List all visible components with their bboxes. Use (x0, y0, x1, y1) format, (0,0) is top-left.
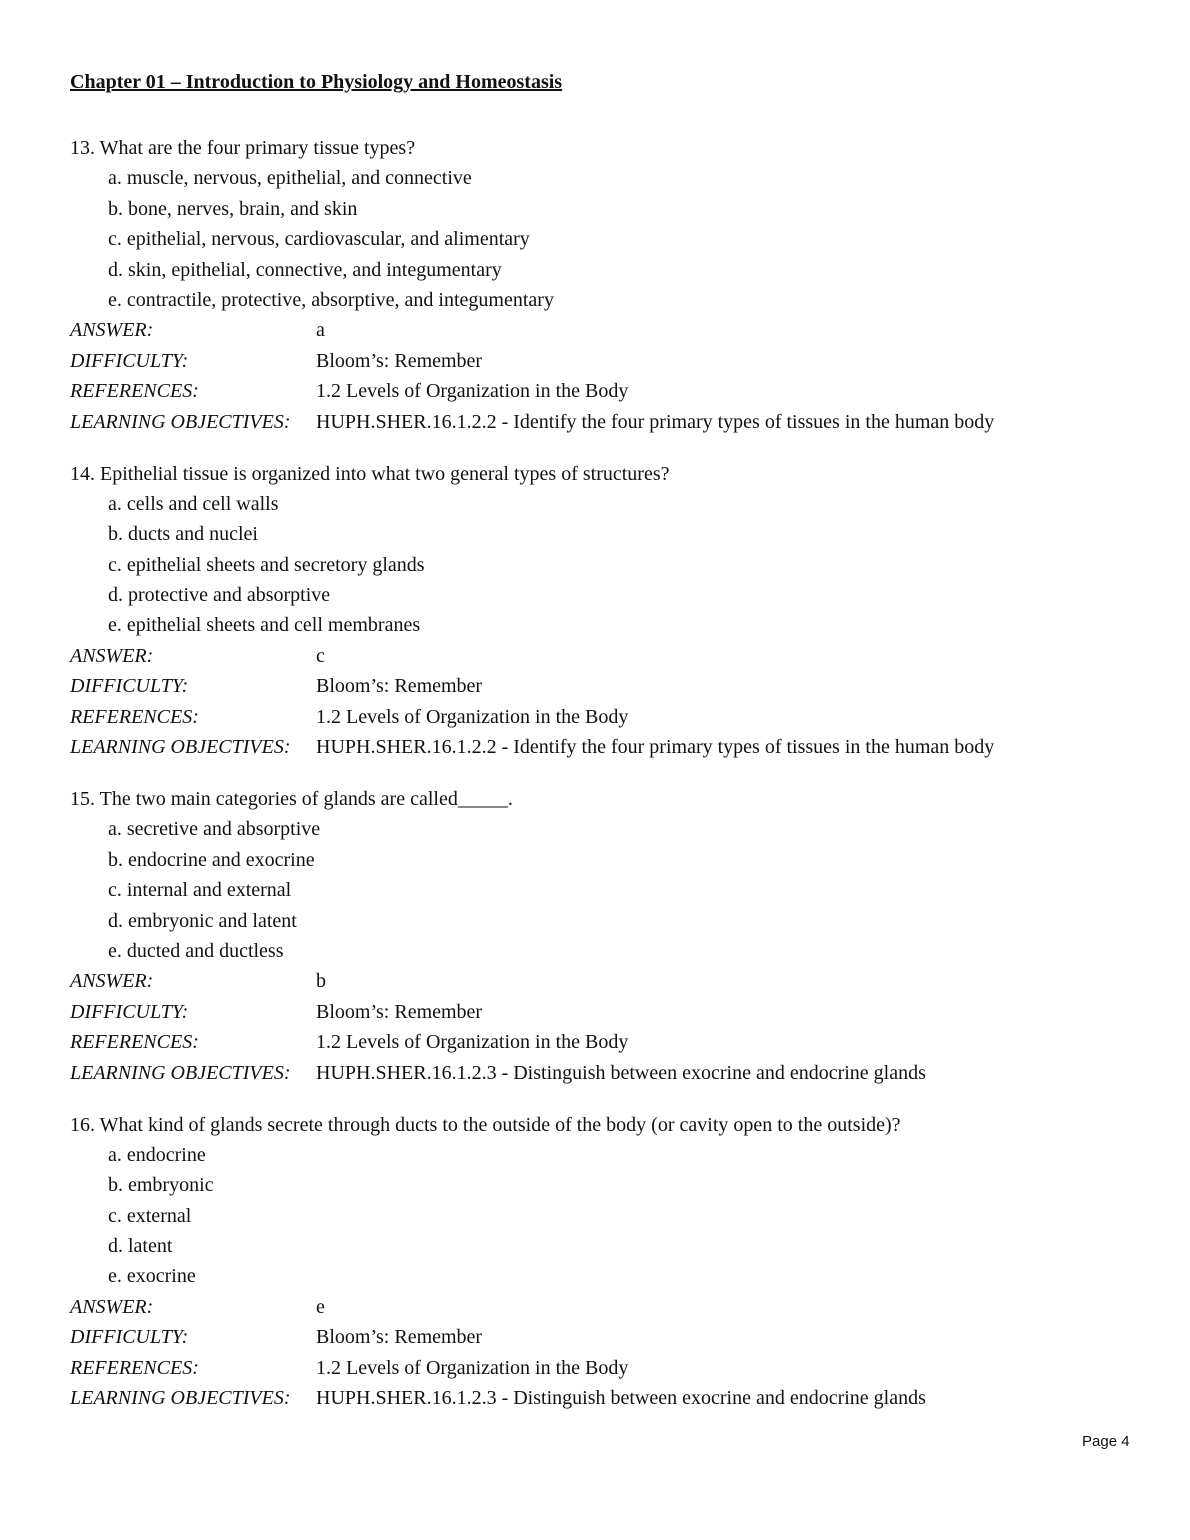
answer-option: c. internal and external (108, 879, 292, 902)
objectives-label: LEARNING OBJECTIVES: (70, 736, 291, 759)
references-row (70, 1353, 1150, 1383)
objectives-value: HUPH.SHER.16.1.2.3 - Distinguish between exocrine and endocrine glands (316, 1061, 926, 1084)
difficulty-value: Bloom’s: Remember (316, 1326, 483, 1349)
answer-value: c (316, 644, 325, 667)
question-stem: 15. The two main categories of glands are called_____. (70, 788, 513, 810)
answer-row (70, 966, 1150, 996)
answer-option: d. skin, epithelial, connective, and integumentary (108, 258, 502, 281)
difficulty-value: Bloom’s: Remember (316, 1000, 483, 1023)
objectives-value: HUPH.SHER.16.1.2.2 - Identify the four primary types of tissues in the human body (316, 736, 995, 759)
question-block (70, 1110, 1150, 1414)
answer-option: a. muscle, nervous, epithelial, and connective (108, 167, 472, 190)
difficulty-label: DIFFICULTY: (70, 1000, 189, 1023)
references-value: 1.2 Levels of Organization in the Body (316, 1356, 629, 1379)
answer-option: a. secretive and absorptive (108, 818, 321, 841)
difficulty-label: DIFFICULTY: (70, 1326, 189, 1349)
chapter-title: Chapter 01 – Introduction to Physiology and Homeostasis (70, 71, 563, 93)
references-value: 1.2 Levels of Organization in the Body (316, 1031, 629, 1054)
objectives-value: HUPH.SHER.16.1.2.2 - Identify the four primary types of tissues in the human body (316, 410, 995, 433)
objectives-row (70, 1383, 1150, 1413)
answer-option: a. cells and cell walls (108, 492, 279, 515)
references-row (70, 1027, 1150, 1057)
difficulty-label: DIFFICULTY: (70, 675, 189, 698)
answer-label: ANSWER: (70, 1295, 154, 1318)
question-block (70, 459, 1150, 763)
difficulty-row (70, 671, 1150, 701)
objectives-label: LEARNING OBJECTIVES: (70, 410, 291, 433)
answer-option: d. protective and absorptive (108, 584, 331, 607)
answer-value: e (316, 1295, 325, 1318)
question-stem: 13. What are the four primary tissue types? (70, 137, 416, 159)
answer-option: e. ducted and ductless (108, 939, 284, 962)
answer-row (70, 641, 1150, 671)
difficulty-value: Bloom’s: Remember (316, 349, 483, 372)
question-list (70, 133, 1150, 1435)
answer-option: d. latent (108, 1235, 173, 1258)
difficulty-label: DIFFICULTY: (70, 349, 189, 372)
answer-value: b (316, 970, 326, 993)
answer-option: c. epithelial, nervous, cardiovascular, and alimentary (108, 228, 530, 251)
references-label: REFERENCES: (70, 1031, 199, 1054)
answer-option: a. endocrine (108, 1143, 206, 1166)
question-stem: 14. Epithelial tissue is organized into what two general types of structures? (70, 462, 670, 485)
objectives-label: LEARNING OBJECTIVES: (70, 1061, 291, 1084)
answer-label: ANSWER: (70, 319, 154, 342)
answer-option: b. bone, nerves, brain, and skin (108, 197, 358, 220)
answer-label: ANSWER: (70, 970, 154, 993)
question-block (70, 784, 1150, 1088)
references-row (70, 376, 1150, 406)
difficulty-value: Bloom’s: Remember (316, 675, 483, 698)
answer-option: b. endocrine and exocrine (108, 848, 315, 871)
references-label: REFERENCES: (70, 705, 199, 728)
page-number: Page 4 (1082, 1433, 1130, 1450)
answer-row (70, 1292, 1150, 1322)
answer-option: c. epithelial sheets and secretory glands (108, 553, 425, 576)
references-label: REFERENCES: (70, 380, 199, 403)
difficulty-row (70, 1322, 1150, 1352)
question-stem: 16. What kind of glands secrete through ducts to the outside of the body (or cavity open to the outside)? (70, 1113, 901, 1136)
references-value: 1.2 Levels of Organization in the Body (316, 380, 629, 403)
objectives-label: LEARNING OBJECTIVES: (70, 1387, 291, 1410)
answer-option: c. external (108, 1204, 192, 1227)
references-row (70, 702, 1150, 732)
answer-option: e. contractile, protective, absorptive, and integumentary (108, 288, 554, 311)
answer-option: d. embryonic and latent (108, 909, 297, 932)
answer-row (70, 315, 1150, 345)
question-block (70, 133, 1150, 437)
answer-option: b. ducts and nuclei (108, 523, 258, 546)
answer-value: a (316, 319, 325, 342)
objectives-row (70, 1058, 1150, 1088)
difficulty-row (70, 997, 1150, 1027)
objectives-value: HUPH.SHER.16.1.2.3 - Distinguish between exocrine and endocrine glands (316, 1387, 926, 1410)
difficulty-row (70, 346, 1150, 376)
answer-option: b. embryonic (108, 1174, 214, 1197)
objectives-row (70, 407, 1150, 437)
objectives-row (70, 732, 1150, 762)
references-value: 1.2 Levels of Organization in the Body (316, 705, 629, 728)
answer-option: e. exocrine (108, 1265, 196, 1288)
answer-option: e. epithelial sheets and cell membranes (108, 614, 421, 637)
references-label: REFERENCES: (70, 1356, 199, 1379)
answer-label: ANSWER: (70, 644, 154, 667)
